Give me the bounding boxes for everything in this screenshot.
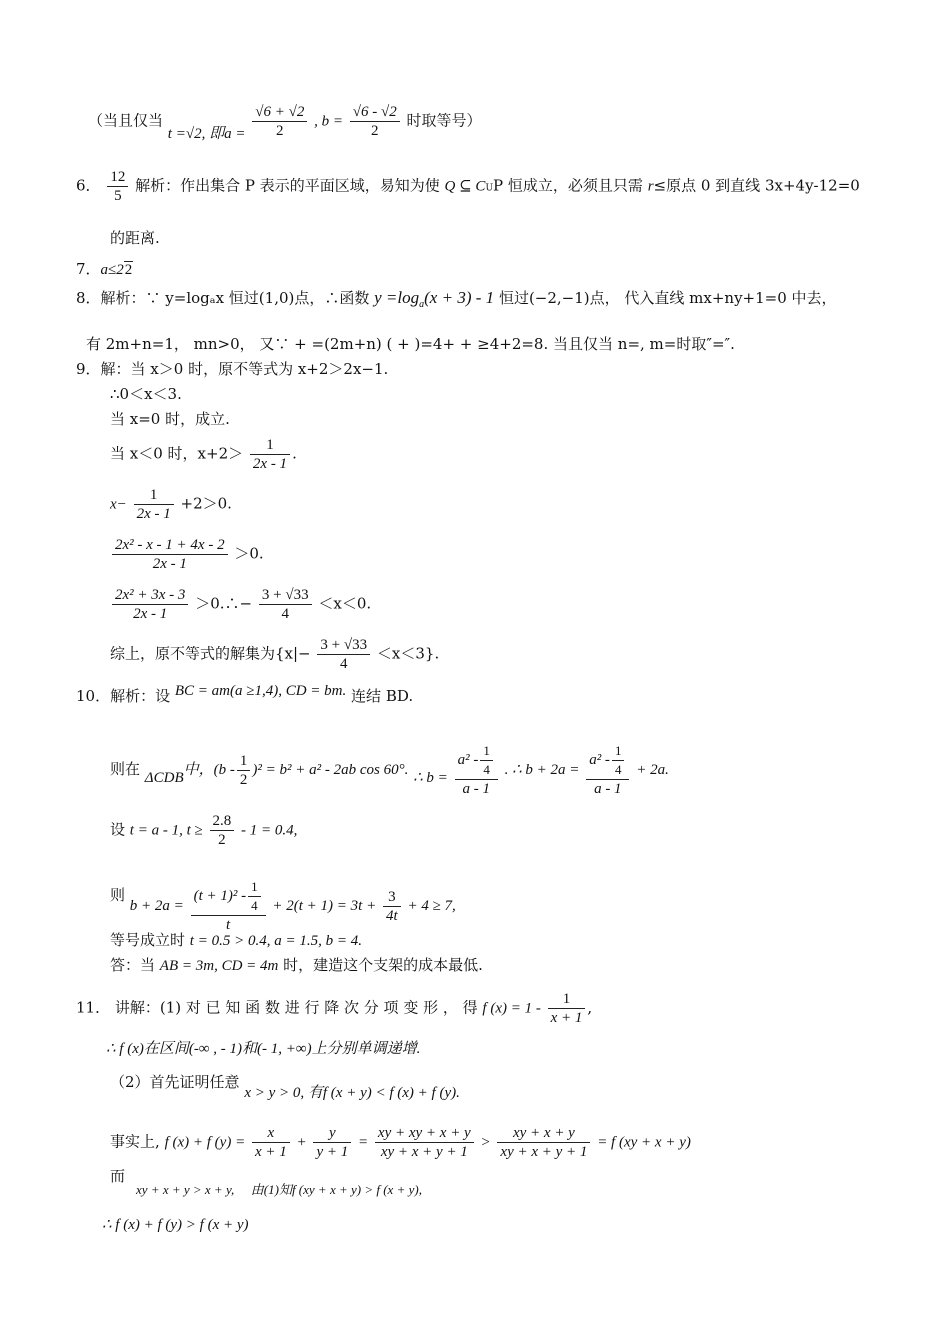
math: f (x) + f (y) =	[164, 1134, 246, 1151]
text: 事实上,	[110, 1132, 160, 1151]
answer-9-line5	[110, 486, 232, 523]
text: 时，建造这个支架的成本最低.	[283, 956, 483, 974]
math: (x + 3) - 1	[424, 288, 495, 307]
text: 的距离.	[110, 229, 160, 247]
answer-6	[76, 168, 860, 205]
answer-6-cont	[110, 228, 160, 248]
answer-10	[76, 683, 414, 707]
answer-10-line6	[110, 955, 483, 976]
math: , b =	[314, 113, 343, 130]
answer-11	[76, 990, 592, 1027]
answer-10-line5	[110, 930, 362, 951]
equality-condition-line	[88, 103, 482, 140]
text: ,	[587, 998, 593, 1017]
fraction: $\frac{1}{x + 1}$	[548, 990, 586, 1027]
answer-9-line7	[110, 586, 371, 623]
text: 则	[110, 886, 126, 904]
math: 由(1)知f (xy + x + y) > f (x + y),	[250, 1182, 422, 1197]
math: r	[647, 178, 654, 195]
text: 8．解析：∵ y=logₐx 恒过(1,0)点，∴函数	[76, 289, 370, 307]
text: ＞0.	[234, 544, 264, 563]
answer-10-line4	[110, 878, 456, 934]
text: 恒过(−2,−1)点， 代入直线 mx+ny+1=0 中去，	[498, 289, 837, 307]
math: =	[358, 1134, 369, 1151]
math: ∴ f (x)在区间(-∞ , - 1)和(- 1, +∞)上分别单调递增.	[106, 1041, 421, 1057]
text: 答：当	[110, 956, 156, 974]
text: +2＞0.	[180, 494, 232, 513]
fraction: $\frac{3 + √33}{4}$	[317, 636, 370, 673]
fraction: $\frac{xy + xy + x + y}{xy + x + y + 1}$	[375, 1124, 474, 1161]
answer-9-line4: 当 x＜0 时，x+2＞ $\frac{1}{2x - 1}$ .	[110, 437, 297, 472]
math: = f (xy + x + y)	[597, 1134, 691, 1151]
answer-10-line2	[110, 742, 669, 798]
text: 11． 讲解：(1) 对 已 知 函 数 进 行 降 次 分 项 变 形 ， 得	[76, 998, 478, 1017]
math: )² = b² + a² - 2ab cos 60°.	[252, 762, 409, 778]
math: - 1 = 0.4,	[241, 822, 298, 839]
math: b + 2a =	[129, 898, 184, 914]
answer-8-cont	[86, 334, 735, 354]
text: 当 x＜0 时，x+2＞	[110, 444, 244, 463]
answer-9-conclusion	[110, 636, 439, 673]
fraction: a² - $\frac{1}{4}$ a - 1	[586, 742, 629, 798]
math: 中，(b -	[183, 762, 235, 778]
fraction: $\frac{3 + √33}{4}$	[259, 586, 312, 623]
fraction: a² - $\frac{1}{4}$ a - 1	[455, 742, 498, 798]
math: t =√2, 即a =	[167, 125, 246, 142]
text: 则在	[110, 760, 141, 778]
text: 设	[110, 820, 126, 839]
math: x > y > 0, 有f (x + y) < f (x) + f (y).	[244, 1085, 460, 1101]
math: x−	[110, 496, 127, 513]
fraction: $\frac{12}{5}$	[107, 168, 128, 205]
text: ＜x＜3}.	[376, 644, 440, 663]
sqrt: 2	[124, 262, 133, 278]
math: y =log	[374, 288, 420, 307]
math: a≤2	[100, 262, 124, 278]
text: 解析：作出集合 P 表示的平面区域，易知为使	[135, 176, 440, 195]
fraction: $\frac{1}{2x - 1}$	[134, 486, 174, 523]
math: + 2(t + 1) = 3t +	[272, 898, 377, 914]
fraction: $\frac{y}{y + 1}$	[313, 1124, 351, 1161]
fraction: $\frac{1}{2}$	[237, 752, 251, 789]
math: . ∴ b + 2a =	[504, 762, 580, 778]
answer-11-line5b	[136, 1180, 422, 1201]
math: >	[480, 1134, 491, 1151]
answer-11-line3	[110, 1072, 460, 1101]
answer-7	[76, 259, 133, 280]
math: AB = 3m, CD = 4m	[159, 958, 279, 974]
text: ＜x＜0.	[318, 594, 372, 613]
math: t = a - 1, t ≥	[129, 822, 203, 839]
fraction: $\frac{√6 + √2}{2}$	[252, 103, 307, 140]
answer-9-line2	[110, 384, 182, 404]
answer-9-line3	[110, 409, 230, 429]
text: （当且仅当	[88, 111, 164, 130]
answer-9-line6	[110, 536, 264, 573]
fraction: $\frac{\text{2x² + 3x - 3}}{2x - 1}$	[112, 586, 188, 623]
fraction: $\frac{xy + x + y}{xy + x + y + 1}$	[497, 1124, 590, 1161]
math: t = 0.5 > 0.4, a = 1.5, b = 4.	[189, 933, 362, 949]
answer-11-line4	[110, 1124, 691, 1161]
fraction: $\frac{√6 - √2}{2}$	[350, 103, 400, 140]
fraction: $\frac{1}{2x - 1}$	[250, 436, 290, 473]
answer-11-line2	[106, 1038, 420, 1059]
text: （2）首先证明任意	[110, 1073, 240, 1091]
answer-9	[76, 359, 388, 379]
text: 时取等号）	[406, 111, 482, 130]
text: 等号成立时	[110, 931, 186, 949]
answer-11-line5	[110, 1166, 125, 1186]
answer-8: 8．解析：∵ y=logₐx 恒过(1,0)点，∴函数 $y =\log_a(x + 3) - 1$ 恒过(−2,−1)点， 代入直线 mx+ny+1=0 中去，	[76, 288, 837, 310]
text: ≤原点 0 到直线 3x+4y-12=0	[653, 176, 860, 195]
math: xy + x + y > x + y,	[136, 1182, 235, 1197]
text: ＞0.∴−	[195, 594, 253, 613]
fraction: $\frac{3}{4t}$	[383, 888, 401, 925]
item-number: 7．	[76, 260, 101, 278]
text: 综上，原不等式的解集为{x|−	[110, 644, 311, 663]
text: 9．解：当 x＞0 时，原不等式为 x+2＞2x−1.	[76, 360, 389, 378]
math: + 2a.	[636, 762, 669, 778]
text: U	[485, 183, 494, 194]
text: 有 2m+n=1， mn>0， 又∵ + =(2m+n) ( + )=4+ + ≥4+2=8. 当且仅当 n=, m=时取″=″.	[86, 335, 735, 353]
answer-10-line3	[110, 812, 297, 849]
fraction: (t + 1)² - $\frac{1}{4}$ t	[191, 878, 266, 934]
math: ΔCDB	[144, 770, 184, 786]
math: ∴ f (x) + f (y) > f (x + y)	[102, 1217, 249, 1233]
text: 而	[110, 1167, 126, 1185]
math: Q ⊆ C	[444, 178, 486, 195]
math: ∴ b =	[413, 770, 448, 786]
math: f (x) = 1 -	[482, 1000, 541, 1017]
text: 连结 BD.	[351, 687, 414, 705]
text: 10．解析：设	[76, 687, 171, 705]
math: + 4 ≥ 7,	[407, 898, 456, 914]
item-number: 6．	[76, 176, 101, 195]
fraction: $\frac{2.8}{2}$	[210, 812, 235, 849]
math: BC = am(a ≥1,4), CD = bm.	[174, 683, 347, 699]
math: +	[296, 1134, 307, 1151]
fraction: $\frac{\text{2x² - x - 1 + 4x - 2}}{2x - 1}$	[112, 536, 228, 573]
answer-11-line6	[102, 1214, 249, 1235]
text: P 恒成立，必须且只需	[493, 176, 643, 195]
text: ∴0＜x＜3.	[110, 385, 182, 403]
fraction: $\frac{x}{x + 1}$	[252, 1124, 290, 1161]
text: 当 x=0 时，成立.	[110, 410, 230, 428]
